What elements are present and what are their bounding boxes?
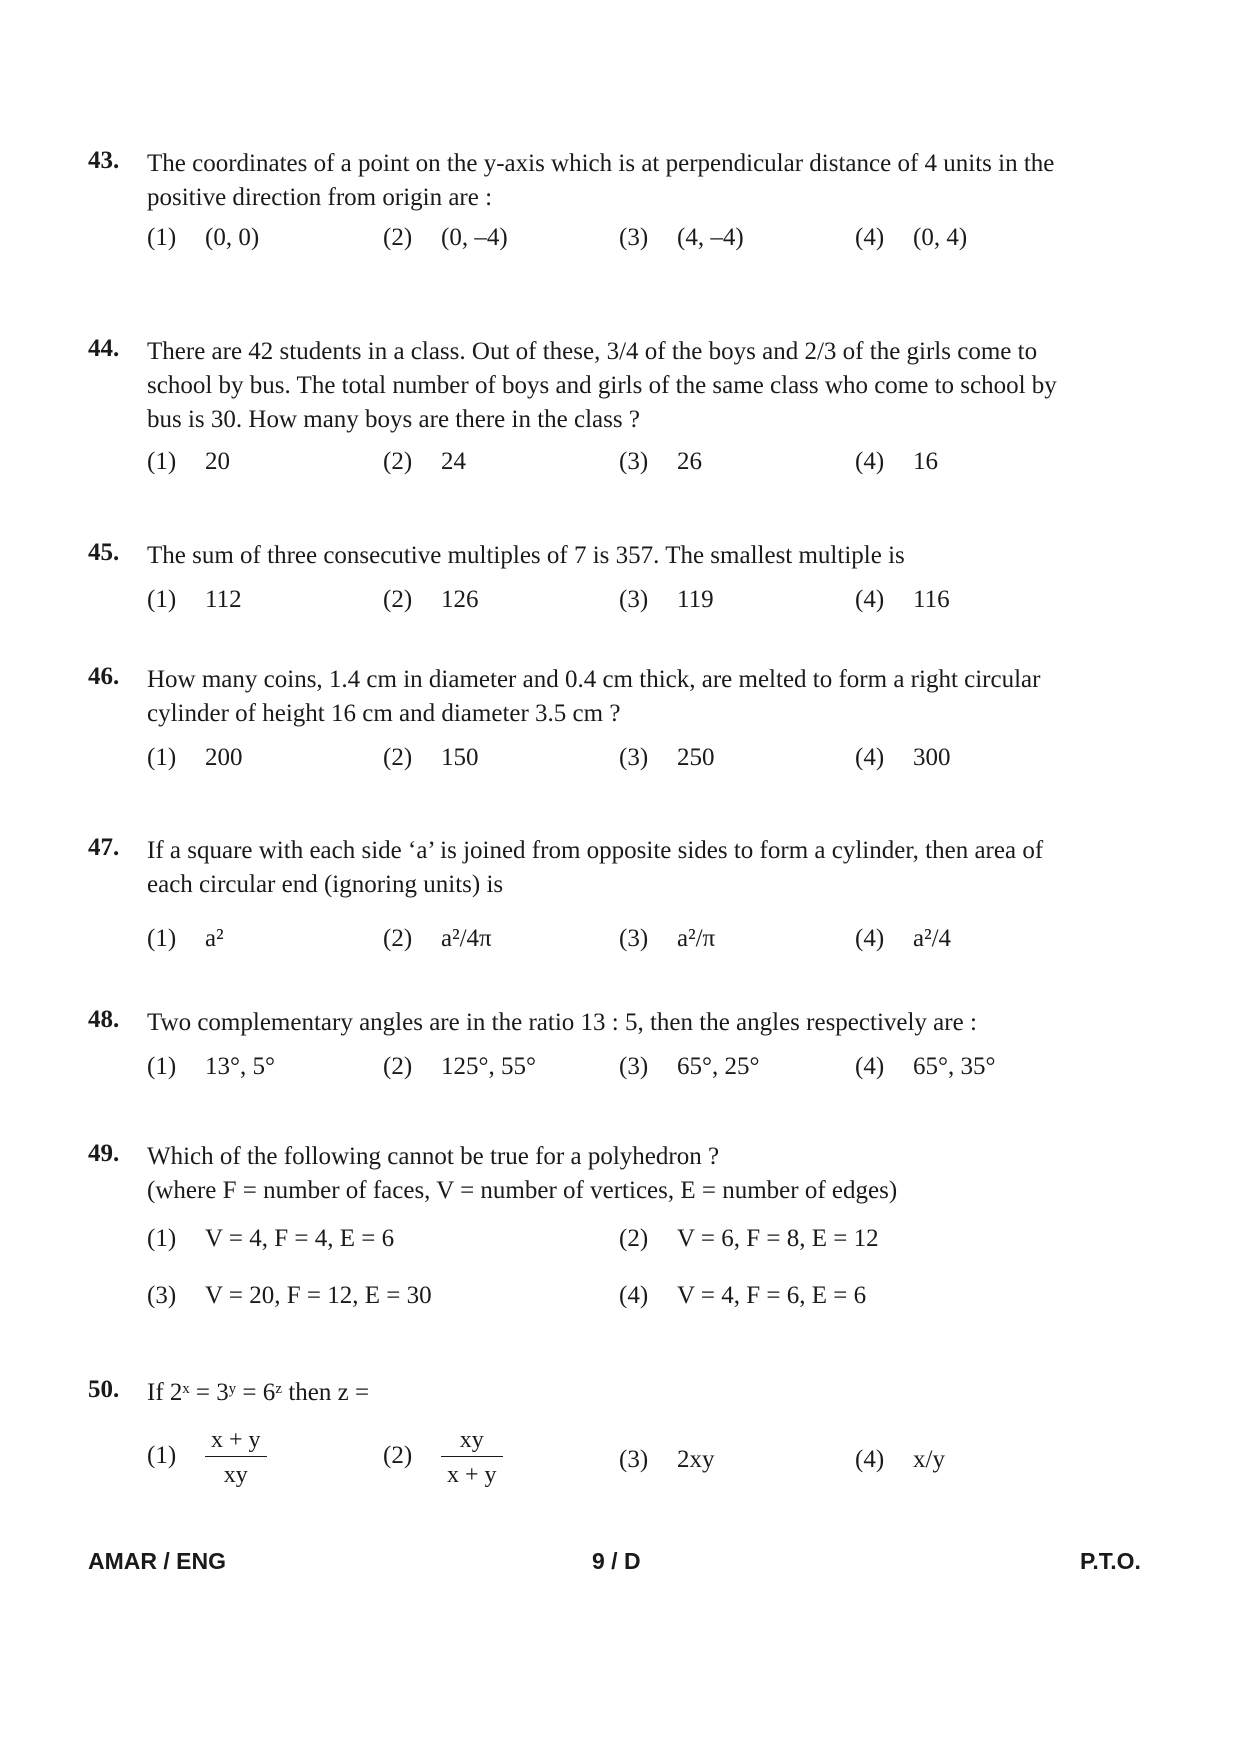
option-1[interactable]: [147, 583, 242, 617]
footer-code: AMAR / ENG: [88, 1548, 226, 1574]
option-value: a²/π: [677, 925, 716, 952]
question-43: [88, 147, 1148, 251]
option-label: (4): [855, 744, 885, 771]
question-text: [147, 834, 1148, 902]
options: [147, 221, 1147, 261]
option-label: (3): [619, 925, 649, 952]
page-number: 9 / D: [592, 1548, 641, 1574]
option-value: 300: [913, 744, 951, 771]
option-value: 112: [205, 586, 242, 613]
options: [147, 922, 1147, 962]
option-2[interactable]: [383, 221, 508, 255]
question-text-line: If a square with each side ‘a’ is joined from opposite sides to form a cylinder, then area of: [147, 837, 1044, 864]
option-label: (2): [383, 1053, 413, 1080]
question-text-line: (where F = number of faces, V = number of vertices, E = number of edges): [147, 1177, 898, 1204]
option-label: (2): [383, 224, 413, 251]
option-value: 16: [913, 448, 938, 475]
option-value: a²/4: [913, 925, 952, 952]
option-label: (2): [383, 1442, 413, 1470]
option-label: (1): [147, 448, 177, 475]
question-number: 45.: [88, 539, 120, 566]
option-1[interactable]: [147, 1050, 275, 1084]
option-3[interactable]: [619, 1050, 760, 1084]
question-text-line: each circular end (ignoring units) is: [147, 871, 504, 898]
option-label: (1): [147, 1442, 177, 1470]
fraction-numerator: x + y: [205, 1426, 267, 1457]
question-49: [88, 1140, 1148, 1309]
option-1[interactable]: [147, 1426, 267, 1489]
question-text-line: The sum of three consecutive multiples of 7 is 357. The smallest multiple is: [147, 542, 905, 569]
pto-label: P.T.O.: [1080, 1548, 1141, 1574]
option-value: (0, 4): [913, 224, 968, 251]
question-50: [88, 1376, 1148, 1488]
option-value: 126: [441, 586, 479, 613]
options: [147, 445, 1147, 485]
option-value: 26: [677, 448, 702, 475]
option-label: (1): [147, 1053, 177, 1080]
option-value: 116: [913, 586, 950, 613]
question-45: [88, 539, 1148, 613]
option-label: (4): [855, 925, 885, 952]
question-number: 47.: [88, 834, 120, 861]
question-text: [147, 1006, 1148, 1040]
option-value: V = 6, F = 8, E = 12: [677, 1225, 879, 1252]
question-text-line: school by bus. The total number of boys and girls of the same class who come to school by: [147, 372, 1057, 399]
option-value: 13°, 5°: [205, 1053, 275, 1080]
question-44: [88, 335, 1148, 475]
option-2[interactable]: [619, 1222, 879, 1256]
option-3[interactable]: [619, 221, 744, 255]
option-2[interactable]: [383, 583, 479, 617]
question-text-line: The coordinates of a point on the y-axis which is at perpendicular distance of 4 units in the: [147, 150, 1055, 177]
question-text-line: If 2ˣ = 3ʸ = 6ᶻ then z =: [147, 1379, 370, 1406]
option-3[interactable]: [619, 741, 715, 775]
option-value: 2xy: [677, 1446, 715, 1473]
option-4[interactable]: [855, 1443, 945, 1477]
option-value: x/y: [913, 1446, 945, 1473]
option-1[interactable]: [147, 922, 224, 956]
question-number: 43.: [88, 147, 120, 174]
option-3[interactable]: [619, 922, 715, 956]
option-1[interactable]: [147, 1222, 394, 1256]
fraction: [205, 1426, 267, 1489]
question-46: [88, 663, 1148, 771]
question-number: 50.: [88, 1376, 120, 1403]
question-text: [147, 663, 1148, 731]
option-label: (2): [383, 448, 413, 475]
fraction-denominator: xy: [223, 1462, 248, 1488]
option-2[interactable]: [383, 741, 479, 775]
question-text-line: How many coins, 1.4 cm in diameter and 0.4 cm thick, are melted to form a right circular: [147, 666, 1041, 693]
option-label: (3): [619, 1446, 649, 1473]
option-label: (1): [147, 744, 177, 771]
question-text: [147, 539, 1148, 573]
options: [147, 583, 1147, 623]
question-number: 49.: [88, 1140, 120, 1167]
option-label: (4): [855, 1446, 885, 1473]
option-label: (3): [619, 586, 649, 613]
option-4[interactable]: [855, 1050, 996, 1084]
option-label: (2): [619, 1225, 649, 1252]
question-text-line: Two complementary angles are in the ratio 13 : 5, then the angles respectively are :: [147, 1009, 977, 1036]
option-value: 65°, 35°: [913, 1053, 996, 1080]
question-text: [147, 1376, 1148, 1410]
question-47: [88, 834, 1148, 952]
option-1[interactable]: [147, 445, 230, 479]
option-label: (3): [619, 744, 649, 771]
option-value: 150: [441, 744, 479, 771]
option-label: (3): [619, 448, 649, 475]
option-value: (0, –4): [441, 224, 508, 251]
option-value: a²: [205, 925, 224, 952]
option-value: V = 4, F = 4, E = 6: [205, 1225, 395, 1252]
option-4[interactable]: [855, 445, 938, 479]
option-label: (1): [147, 224, 177, 251]
question-text-line: There are 42 students in a class. Out of these, 3/4 of the boys and 2/3 of the girls come to: [147, 338, 1038, 365]
option-value: 20: [205, 448, 230, 475]
option-label: (4): [619, 1282, 649, 1309]
question-text: [147, 335, 1148, 437]
option-2[interactable]: [383, 922, 492, 956]
option-4[interactable]: [855, 922, 951, 956]
question-text-line: positive direction from origin are :: [147, 184, 493, 211]
options: [147, 1426, 1147, 1506]
option-value: 119: [677, 586, 714, 613]
option-value: a²/4π: [441, 925, 492, 952]
option-1[interactable]: [147, 221, 259, 255]
option-4[interactable]: [855, 583, 950, 617]
option-4[interactable]: [619, 1279, 866, 1313]
options: [147, 1222, 1147, 1262]
option-label: (1): [147, 1225, 177, 1252]
question-text: [147, 1140, 1148, 1208]
option-label: (4): [855, 586, 885, 613]
question-text-line: Which of the following cannot be true for a polyhedron ?: [147, 1143, 720, 1170]
option-value: (4, –4): [677, 224, 744, 251]
option-label: (1): [147, 925, 177, 952]
fraction-numerator: xy: [441, 1426, 503, 1457]
option-3[interactable]: [619, 445, 702, 479]
option-value: V = 20, F = 12, E = 30: [205, 1282, 432, 1309]
option-label: (4): [855, 1053, 885, 1080]
option-2[interactable]: [383, 1050, 536, 1084]
fraction: [441, 1426, 503, 1489]
options: [147, 741, 1147, 781]
option-3[interactable]: [619, 583, 714, 617]
option-1[interactable]: [147, 741, 243, 775]
option-label: (1): [147, 586, 177, 613]
question-number: 46.: [88, 663, 120, 690]
option-label: (2): [383, 925, 413, 952]
option-value: 200: [205, 744, 243, 771]
option-value: V = 4, F = 6, E = 6: [677, 1282, 867, 1309]
option-label: (2): [383, 744, 413, 771]
option-value: 125°, 55°: [441, 1053, 536, 1080]
option-3[interactable]: [619, 1443, 715, 1477]
option-4[interactable]: [855, 741, 951, 775]
option-4[interactable]: [855, 221, 967, 255]
fraction-denominator: x + y: [447, 1462, 497, 1488]
question-number: 48.: [88, 1006, 120, 1033]
option-label: (4): [855, 224, 885, 251]
option-2[interactable]: [383, 1426, 503, 1489]
option-value: 250: [677, 744, 715, 771]
option-label: (4): [855, 448, 885, 475]
question-text-line: cylinder of height 16 cm and diameter 3.5 cm ?: [147, 700, 621, 727]
question-text-line: bus is 30. How many boys are there in the class ?: [147, 406, 640, 433]
options: [147, 1279, 1147, 1319]
option-value: 65°, 25°: [677, 1053, 760, 1080]
option-label: (2): [383, 586, 413, 613]
question-number: 44.: [88, 335, 120, 362]
option-label: (3): [619, 1053, 649, 1080]
option-2[interactable]: [383, 445, 466, 479]
option-value: 24: [441, 448, 466, 475]
question-48: [88, 1006, 1148, 1080]
option-label: (3): [619, 224, 649, 251]
option-3[interactable]: [147, 1279, 432, 1313]
options: [147, 1050, 1147, 1090]
option-value: (0, 0): [205, 224, 260, 251]
option-label: (3): [147, 1282, 177, 1309]
question-text: [147, 147, 1148, 215]
